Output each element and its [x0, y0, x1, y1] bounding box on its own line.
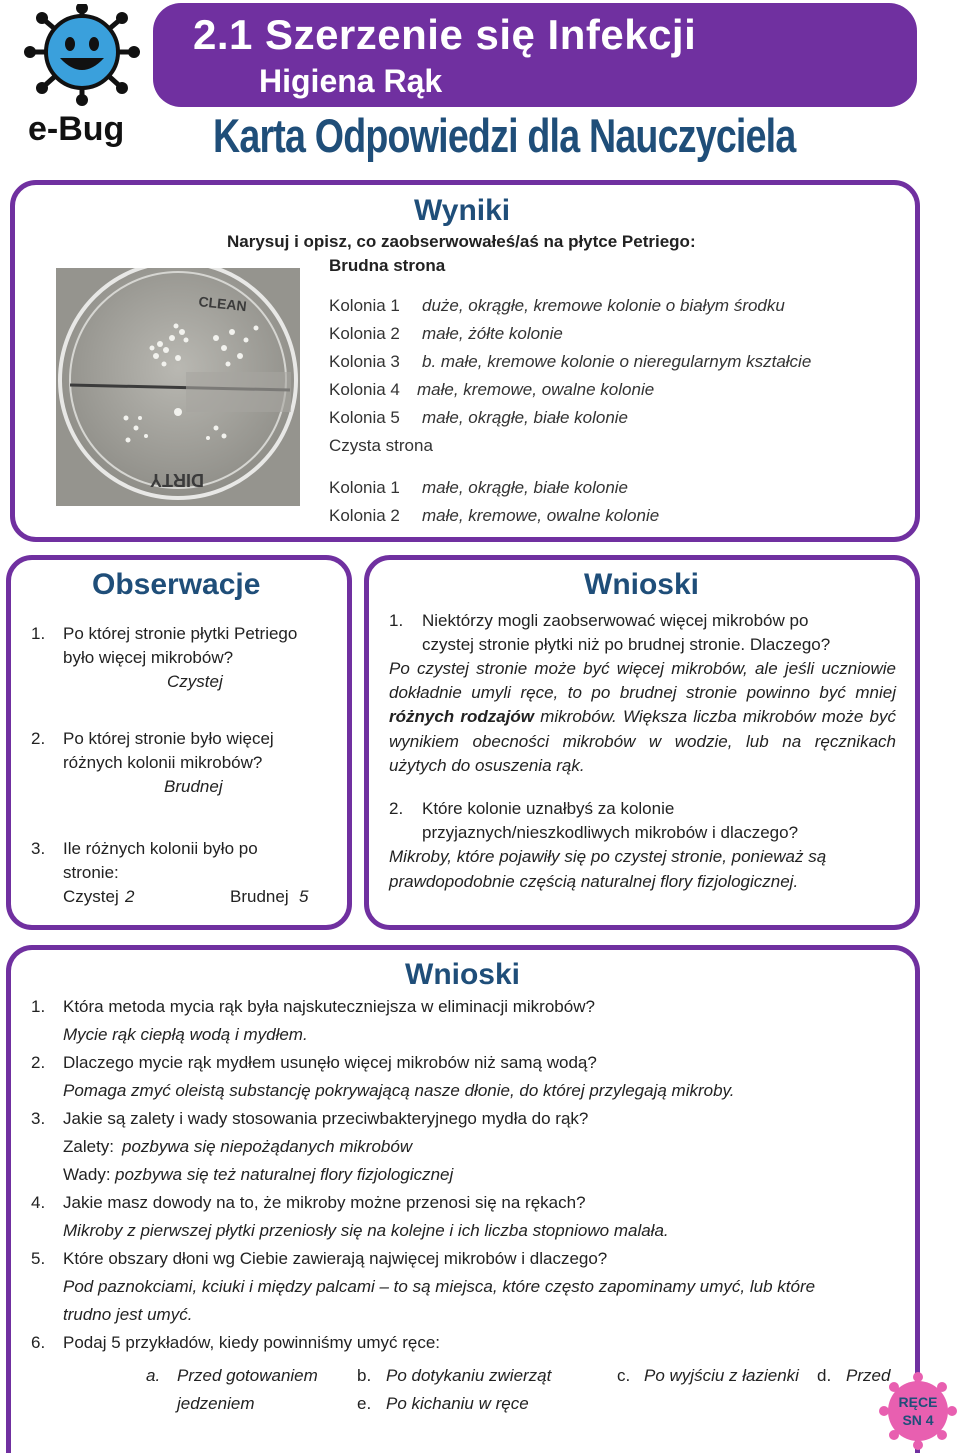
section-badge	[878, 1371, 958, 1451]
example-a-text: Przed gotowaniem	[177, 1366, 318, 1385]
obs-q2-answer: Brudnej	[164, 777, 223, 796]
bottom-q4-question: Jakie masz dowody na to, że mikroby możne przenosi się na rękach?	[63, 1193, 586, 1212]
bottom-q1-question: Która metoda mycia rąk była najskuteczniejsza w eliminacji mikrobów?	[63, 997, 595, 1016]
bottom-q4-number: 4.	[31, 1193, 46, 1212]
example-a-letter: a.	[146, 1366, 161, 1385]
example-e-text: Po kichaniu w ręce	[386, 1394, 529, 1413]
conclusions-bottom-heading: Wnioski	[405, 958, 521, 991]
dirty-colony-5-desc: małe, okrągłe, białe kolonie	[422, 408, 629, 427]
obs-q1-answer: Czystej	[167, 672, 223, 691]
concl-q2-number: 2.	[389, 799, 404, 818]
concl-a2-line2: prawdopodobnie częścią naturalnej flory fizjologicznej.	[389, 872, 799, 891]
example-b-text: Po dotykaniu zwierząt	[386, 1366, 552, 1385]
bottom-q2-answer: Pomaga zmyć oleistą substancję pokrywającą nasze dłonie, do której przylegają mikroby.	[63, 1081, 735, 1100]
concl-a1-bold: różnych rodzajów	[389, 707, 535, 727]
plate-label-clean: CLEAN	[197, 293, 248, 315]
dirty-colony-1-label: Kolonia 1	[329, 296, 400, 315]
results-instruction: Narysuj i opisz, co zaobserwowałeś/aś na płytce Petriego:	[227, 232, 696, 251]
clean-colony-2-label: Kolonia 2	[329, 506, 400, 525]
badge-line1: RĘCE	[898, 1394, 938, 1410]
example-d-continued: jedzeniem	[177, 1394, 255, 1413]
bottom-q3-question: Jakie są zalety i wady stosowania przeciwbakteryjnego mydła do rąk?	[63, 1109, 589, 1128]
bottom-q2-number: 2.	[31, 1053, 46, 1072]
badge-line2: SN 4	[902, 1412, 934, 1428]
plate-label-dirty: DIRTY	[150, 470, 204, 490]
dirty-side-label: Brudna strona	[329, 256, 446, 275]
obs-q3-clean-value: 2	[125, 887, 135, 906]
bottom-q4-answer: Mikroby z pierwszej płytki przeniosły się na kolejne i ich liczba stopniowo malała.	[63, 1221, 669, 1240]
petri-dish-photo	[56, 268, 300, 506]
bottom-q5-answer-line1: Pod paznokciami, kciuki i między palcami – to są miejsca, które często zapominamy umyć, lub które	[63, 1277, 816, 1296]
title-banner	[153, 3, 917, 107]
bottom-q1-answer: Mycie rąk ciepłą wodą i mydłem.	[63, 1025, 308, 1044]
clean-side-label: Czysta strona	[329, 436, 433, 455]
results-heading: Wyniki	[414, 194, 511, 227]
bottom-q3-pros-text: pozbywa się niepożądanych mikrobów	[122, 1137, 413, 1156]
concl-q2-line2: przyjaznych/nieszkodliwych mikrobów i dlaczego?	[422, 823, 799, 842]
obs-q1-line2: było więcej mikrobów?	[63, 648, 234, 667]
example-d-text: Przed	[846, 1366, 891, 1385]
example-b-letter: b.	[357, 1366, 372, 1385]
dirty-colony-3-desc: b. małe, kremowe kolonie o nieregularnym kształcie	[422, 352, 812, 371]
obs-q3-dirty-value: 5	[299, 887, 309, 906]
concl-a1-text: Po czystej stronie może być więcej mikrobów, ale jeśli uczniowie dokładnie umyli ręce, to po brudnej stronie powinno być mniej różnych rodzajów mikrobów. Większa liczba mikrobów może być wynikiem obecności mikrobów w wodzie, lub na ręcznikach użytych do osuszenia rąk.	[389, 659, 896, 775]
concl-q2-line1: Które kolonie uznałbyś za kolonie	[422, 799, 675, 818]
concl-q1-line2: czystej stronie płytki niż po brudnej stronie. Dlaczego?	[422, 635, 831, 654]
bottom-q6-number: 6.	[31, 1333, 46, 1352]
dirty-colony-2-desc: małe, żółte kolonie	[422, 324, 563, 343]
example-e-letter: e.	[357, 1394, 372, 1413]
dirty-colony-2-label: Kolonia 2	[329, 324, 400, 343]
obs-q1-number: 1.	[31, 624, 46, 643]
obs-q3-line2: stronie:	[63, 863, 119, 882]
bottom-q3-pros-label: Zalety:	[63, 1137, 115, 1156]
page-title: 2.1 Szerzenie się Infekcji	[193, 11, 697, 58]
dirty-colony-4-label: Kolonia 4	[329, 380, 400, 399]
clean-colony-1-desc: małe, okrągłe, białe kolonie	[422, 478, 629, 497]
bottom-q3-number: 3.	[31, 1109, 46, 1128]
example-c-text: Po wyjściu z łazienki	[644, 1366, 799, 1385]
dirty-colony-5-label: Kolonia 5	[329, 408, 400, 427]
obs-q2-number: 2.	[31, 729, 46, 748]
obs-q3-number: 3.	[31, 839, 46, 858]
obs-q2-line1: Po której stronie było więcej	[63, 729, 274, 748]
logo-text: e-Bug	[28, 110, 125, 148]
obs-q3-clean-label: Czystej	[63, 887, 119, 906]
obs-q2-line2: różnych kolonii mikrobów?	[63, 753, 263, 772]
example-c-letter: c.	[617, 1366, 631, 1385]
answer-sheet-title: Karta Odpowiedzi dla Nauczyciela	[213, 109, 796, 162]
dirty-colony-1-desc: duże, okrągłe, kremowe kolonie o białym środku	[422, 296, 785, 315]
obs-q3-dirty-label: Brudnej	[230, 887, 289, 906]
dirty-colony-4-desc: małe, kremowe, owalne kolonie	[417, 380, 655, 399]
bottom-q1-number: 1.	[31, 997, 46, 1016]
clean-colony-1-label: Kolonia 1	[329, 478, 400, 497]
obs-q3-line1: Ile różnych kolonii było po	[63, 839, 258, 858]
page-subtitle: Higiena Rąk	[259, 63, 443, 99]
bottom-q2-question: Dlaczego mycie rąk mydłem usunęło więcej mikrobów niż samą wodą?	[63, 1053, 597, 1072]
bottom-q5-answer-line2: trudno jest umyć.	[63, 1305, 193, 1324]
dirty-colony-3-label: Kolonia 3	[329, 352, 400, 371]
bottom-q6-question: Podaj 5 przykładów, kiedy powinniśmy umyć ręce:	[63, 1333, 440, 1352]
concl-q1-number: 1.	[389, 611, 404, 630]
e-bug-logo	[22, 4, 142, 154]
bottom-q3-cons-text: pozbywa się też naturalnej flory fizjologicznej	[115, 1165, 454, 1184]
bottom-q3-cons-label: Wady:	[63, 1165, 111, 1184]
example-d-letter: d.	[817, 1366, 832, 1385]
concl-a2-line1: Mikroby, które pojawiły się po czystej stronie, ponieważ są	[389, 847, 827, 866]
obs-q1-line1: Po której stronie płytki Petriego	[63, 624, 298, 643]
bottom-q5-number: 5.	[31, 1249, 46, 1268]
conclusions-top-heading: Wnioski	[584, 568, 700, 601]
clean-colony-2-desc: małe, kremowe, owalne kolonie	[422, 506, 660, 525]
concl-q1-line1: Niektórzy mogli zaobserwować więcej mikrobów po	[422, 611, 809, 630]
bottom-q5-question: Które obszary dłoni wg Ciebie zawierają najwięcej mikrobów i dlaczego?	[63, 1249, 608, 1268]
observations-heading: Obserwacje	[92, 568, 261, 601]
